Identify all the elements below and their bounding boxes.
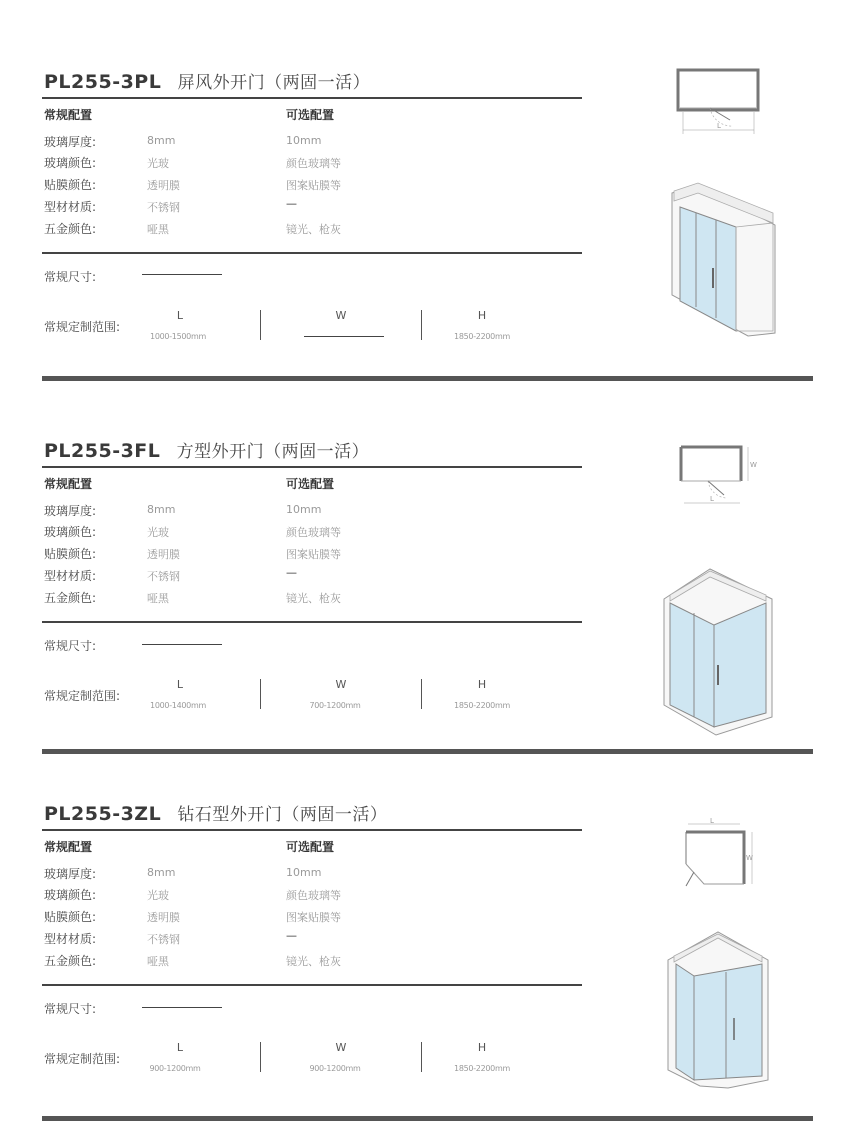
optional-header: 可选配置 — [286, 477, 335, 491]
spec-standard: 透明膜 — [147, 548, 180, 561]
size-label: 常规尺寸: — [44, 270, 97, 284]
dim-letter-l: L — [176, 1041, 184, 1054]
spec-optional: 图案贴膜等 — [286, 911, 341, 924]
dim-separator — [421, 679, 422, 709]
spec-optional: 颜色玻璃等 — [286, 889, 341, 902]
range-label: 常规定制范围: — [44, 1052, 121, 1066]
dim-range-w: 700-1200mm — [309, 701, 361, 710]
plan-label-l: L — [717, 122, 721, 130]
standard-header: 常规配置 — [44, 840, 93, 854]
spec-label: 型材材质: — [44, 569, 97, 583]
spec-optional: 镜光、枪灰 — [286, 223, 341, 236]
spec-standard: 8mm — [147, 866, 176, 879]
dim-letter-l: L — [176, 678, 184, 691]
spec-optional: 颜色玻璃等 — [286, 157, 341, 170]
product-code: PL255-3PL — [44, 71, 162, 93]
dim-range-w-blank — [304, 336, 384, 337]
spec-optional: 图案贴膜等 — [286, 548, 341, 561]
product-section-pl255-3pl — [0, 68, 849, 388]
spec-rule — [42, 621, 582, 623]
spec-standard: 不锈钢 — [147, 933, 180, 946]
spec-optional: 10mm — [286, 134, 322, 147]
dim-range-l: 1000-1500mm — [150, 332, 206, 341]
spec-label: 玻璃厚度: — [44, 504, 97, 518]
product-name: 钻石型外开门（两固一活） — [177, 805, 388, 825]
optional-header: 可选配置 — [286, 840, 335, 854]
plan-label-l: L — [710, 495, 714, 503]
spec-standard: 光玻 — [147, 526, 169, 539]
spec-rule — [42, 252, 582, 254]
spec-standard: 透明膜 — [147, 911, 180, 924]
spec-optional: 10mm — [286, 866, 322, 879]
product-section-pl255-3fl — [0, 437, 849, 757]
product-name: 屏风外开门（两固一活） — [177, 73, 371, 93]
spec-label: 贴膜颜色: — [44, 547, 97, 561]
size-blank — [142, 1007, 222, 1008]
spec-optional: 图案贴膜等 — [286, 179, 341, 192]
dim-letter-w: W — [335, 309, 347, 322]
section-divider — [42, 749, 813, 754]
shower-enclosure-illustration — [668, 183, 778, 338]
floor-plan-diagram — [675, 68, 765, 138]
spec-standard: 8mm — [147, 503, 176, 516]
product-code: PL255-3FL — [44, 440, 161, 462]
section-divider — [42, 376, 813, 381]
dim-range-l: 900-1200mm — [149, 1064, 201, 1073]
section-divider — [42, 1116, 813, 1121]
dim-letter-h: H — [477, 309, 487, 322]
dim-letter-w: W — [335, 678, 347, 691]
spec-rule — [42, 984, 582, 986]
product-title — [44, 800, 387, 825]
dim-letter-w: W — [335, 1041, 347, 1054]
floor-plan-diagram — [682, 817, 762, 890]
shower-enclosure-illustration — [664, 930, 774, 1090]
spec-label: 五金颜色: — [44, 954, 97, 968]
spec-label: 贴膜颜色: — [44, 178, 97, 192]
spec-standard: 光玻 — [147, 157, 169, 170]
spec-label: 型材材质: — [44, 932, 97, 946]
dim-range-h: 1850-2200mm — [454, 332, 510, 341]
product-title — [44, 437, 369, 462]
floor-plan-diagram — [678, 443, 768, 513]
size-blank — [142, 644, 222, 645]
spec-label: 型材材质: — [44, 200, 97, 214]
product-section-pl255-3zl — [0, 800, 849, 1120]
spec-standard: 哑黑 — [147, 223, 169, 236]
plan-label-w: W — [746, 854, 753, 862]
dim-range-w: 900-1200mm — [309, 1064, 361, 1073]
dim-separator — [260, 1042, 261, 1072]
plan-label-w: W — [750, 461, 757, 469]
size-blank — [142, 274, 222, 275]
range-label: 常规定制范围: — [44, 689, 121, 703]
spec-label: 玻璃颜色: — [44, 888, 97, 902]
title-rule — [42, 829, 582, 831]
spec-standard: 哑黑 — [147, 592, 169, 605]
shower-enclosure-illustration — [660, 567, 775, 737]
spec-optional: — — [286, 566, 297, 579]
range-label: 常规定制范围: — [44, 320, 121, 334]
product-code: PL255-3ZL — [44, 803, 162, 825]
spec-label: 玻璃厚度: — [44, 135, 97, 149]
plan-label-l: L — [710, 817, 714, 825]
spec-optional: 镜光、枪灰 — [286, 955, 341, 968]
dim-range-l: 1000-1400mm — [150, 701, 206, 710]
spec-label: 玻璃颜色: — [44, 525, 97, 539]
spec-optional: 颜色玻璃等 — [286, 526, 341, 539]
spec-optional: 10mm — [286, 503, 322, 516]
dim-separator — [421, 1042, 422, 1072]
spec-optional: — — [286, 197, 297, 210]
size-label: 常规尺寸: — [44, 1002, 97, 1016]
title-rule — [42, 97, 582, 99]
standard-header: 常规配置 — [44, 477, 93, 491]
spec-standard: 哑黑 — [147, 955, 169, 968]
spec-standard: 8mm — [147, 134, 176, 147]
spec-label: 玻璃颜色: — [44, 156, 97, 170]
dim-letter-h: H — [477, 678, 487, 691]
dim-separator — [260, 679, 261, 709]
spec-label: 五金颜色: — [44, 222, 97, 236]
dim-separator — [421, 310, 422, 340]
spec-standard: 光玻 — [147, 889, 169, 902]
spec-label: 五金颜色: — [44, 591, 97, 605]
spec-standard: 不锈钢 — [147, 201, 180, 214]
spec-label: 贴膜颜色: — [44, 910, 97, 924]
size-label: 常规尺寸: — [44, 639, 97, 653]
spec-label: 玻璃厚度: — [44, 867, 97, 881]
spec-standard: 不锈钢 — [147, 570, 180, 583]
product-title — [44, 68, 370, 93]
dim-letter-h: H — [477, 1041, 487, 1054]
spec-optional: — — [286, 929, 297, 942]
spec-optional: 镜光、枪灰 — [286, 592, 341, 605]
spec-standard: 透明膜 — [147, 179, 180, 192]
product-name: 方型外开门（两固一活） — [176, 442, 370, 462]
dim-letter-l: L — [176, 309, 184, 322]
standard-header: 常规配置 — [44, 108, 93, 122]
title-rule — [42, 466, 582, 468]
dim-range-h: 1850-2200mm — [454, 701, 510, 710]
optional-header: 可选配置 — [286, 108, 335, 122]
dim-range-h: 1850-2200mm — [454, 1064, 510, 1073]
dim-separator — [260, 310, 261, 340]
